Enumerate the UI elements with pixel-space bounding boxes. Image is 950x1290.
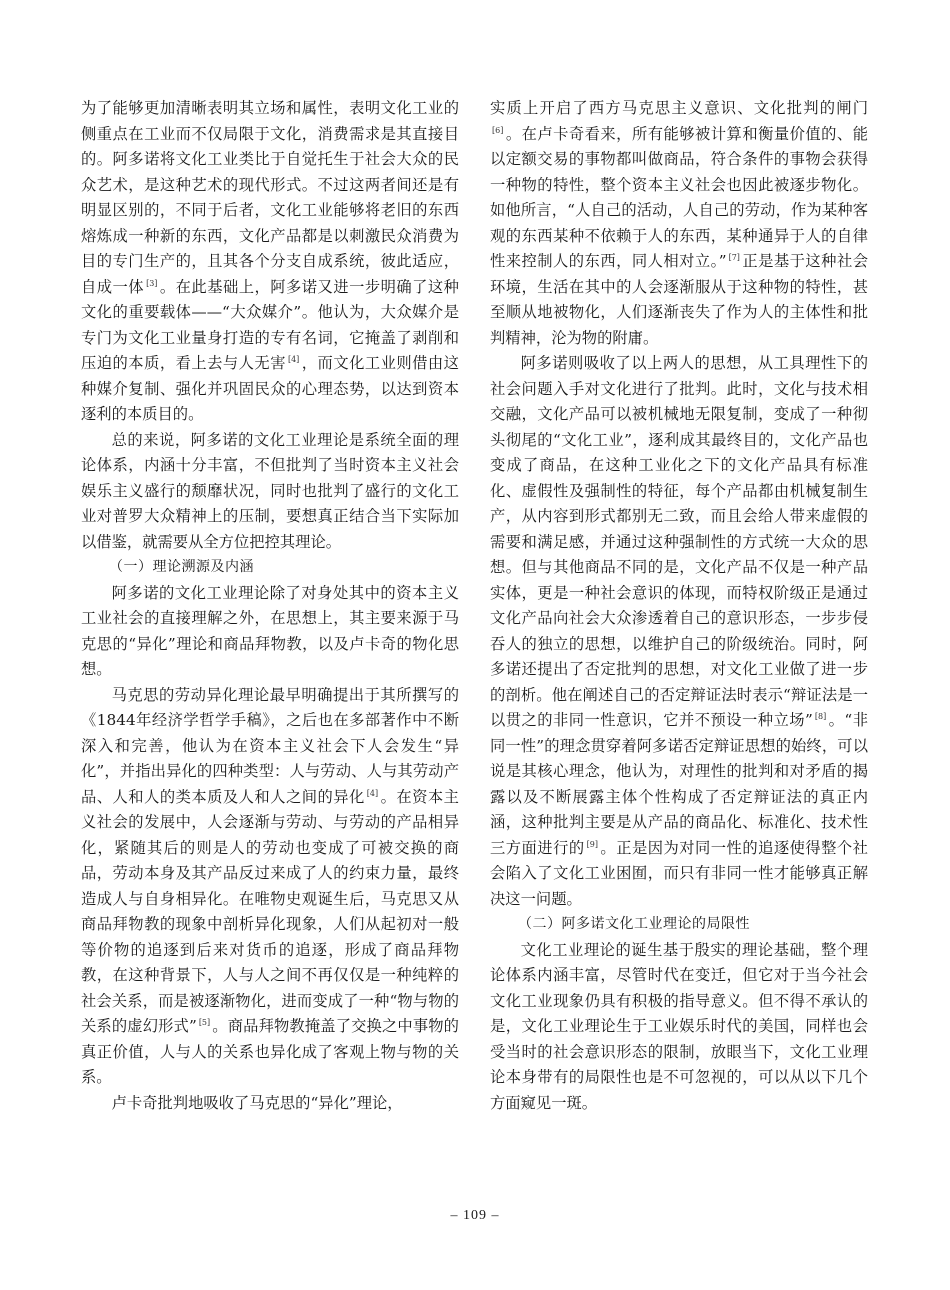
section-heading: （一）理论溯源及内涵 <box>109 559 254 575</box>
citation: [3] <box>146 278 158 288</box>
left-column <box>81 96 459 1116</box>
paragraph: 实质上开启了西方马克思主义意识、文化批判的闸门[6] 。在卢卡奇看来，所有能够被计算和衡量价值的、能以定额交易的事物都叫做商品，符合条件的事物会获得一种物的特性，整个资本主义社会也因此被逐步物化。如他所言，“人自己的活动，人自己的劳动，作为某种客观的东西某种不依赖于人的东西，某种通异于人的自律性来控制人的东西，同人相对立。” [7] 正是基于这种社会环境，生活在其中的人会逐渐服从于这种物的特性，甚至顺从地被物化，人们逐渐丧失了作为人的主体性和批判精神，沦为物的附庸。 <box>490 99 868 347</box>
citation: [7] <box>728 253 740 262</box>
citation: [6] <box>492 125 504 135</box>
paragraph: 阿多诺则吸收了以上两人的思想，从工具理性下的社会问题入手对文化进行了批判。此时，文化与技术相交融，文化产品可以被机械地无限复制，变成了一种彻头彻尾的“文化工业”，逐利成其最终目的，文化产品也变成了商品，在这种工业化之下的文化产品具有标准化、虚假性及强制性的特征，每个产品都由机械复制生产，从内容到形式都别无二致，而且会给人带来虚假的需要和满足感，并通过这种强制性的方式统一大众的思想。但与其他商品不同的是，文化产品不仅是一种产品实体，更是一种社会意识的体现，而特权阶级正是通过文化产品向社会大众渗透着自己的意识形态，一步步侵吞人的独立的思想，以维护自己的阶级统治。同时，阿多诺还提出了否定批判的思想，对文化工业做了进一步的剖析。他在阐述自己的否定辩证法时表示“辩证法是一以贯之的非同一性意识，它并不预设一种立场” [8] 。“非同一性”的理念贯穿着阿多诺否定辩证思想的始终，可以说是其核心理念，他认为，对理性的批判和对矛盾的揭露以及不断展露主体个性构成了否定辩证法的真正内涵，这种批判主要是从产品的商品化、标准化、技术性三方面进行的 [9] 。正是因为对同一性的追逐使得整个社会陷入了文化工业困囿，而只有非同一性才能够真正解决这一问题。 <box>490 354 868 908</box>
citation: [8] <box>814 712 827 721</box>
paragraph: 为了能够更加清晰表明其立场和属性，表明文化工业的侧重点在工业而不仅局限于文化，消费需求是其直接目的。阿多诺将文化工业类比于自觉托生于社会大众的民众艺术，是这种艺术的现代形式。不过这两者间还是有明显区别的，不同于后者，文化工业能够将老旧的东西熔炼成一种新的东西，文化产品都是以刺激民众消费为目的专门生产的，且其各个分支自成系统，彼此适应，自成一体 [3] 。在此基础上，阿多诺又进一步明确了这种文化的重要载体——“大众媒介”。他认为，大众媒介是专门为文化工业量身打造的专有名词，它掩盖了剥削和压迫的本质，看上去与人无害 [4] ，而文化工业则借由这种媒介复制、强化并巩固民众的心理态势，以达到资本逐利的本质目的。 <box>81 99 459 423</box>
page-number: – 109 – <box>450 1208 500 1223</box>
paragraph: 文化工业理论的诞生基于殷实的理论基础，整个理论体系内涵丰富，尽管时代在变迁，但它对于当今社会文化工业现象仍具有积极的指导意义。但不得不承认的是，文化工业理论生于工业娱乐时代的美国，同样也会受当时的社会意识形态的限制，放眼当下，文化工业理论本身带有的局限性也是不可忽视的，可以从以下几个方面窥见一斑。 <box>490 940 868 1112</box>
paragraph: 马克思的劳动异化理论最早明确提出于其所撰写的《1844年经济学哲学手稿》，之后也在多部著作中不断深入和完善，他认为在资本主义社会下人会发生“异化”，并指出异化的四种类型：人与劳动、人与其劳动产品、人和人的类本质及人和人之间的异化 [4] 。在资本主义社会的发展中，人会逐渐与劳动、与劳动的产品相异化，紧随其后的则是人的劳动也变成了可被交换的商品，劳动本身及其产品反过来成了人的约束力量，最终造成人与自身相异化。在唯物史观诞生后，马克思又从商品拜物教的现象中剖析异化现象，人们从起初对一般等价物的追逐到后来对货币的追逐，形成了商品拜物教，在这种背景下，人与人之间不再仅仅是一种纯粹的社会关系，而是被逐渐物化，进而变成了一种“物与物的关系的虚幻形式” [5] 。商品拜物教掩盖了交换之中事物的真正价值，人与人的关系也异化成了客观上物与物的关系。 <box>81 685 459 1086</box>
citation: [4] <box>366 788 379 798</box>
right-column <box>490 96 868 1116</box>
paragraph: 阿多诺的文化工业理论除了对身处其中的资本主义工业社会的直接理解之外，在思想上，其主要来源于马克思的“异化”理论和商品拜物教，以及卢卡奇的物化思想。 <box>81 583 459 678</box>
citation: [4] <box>287 355 300 364</box>
paragraph: 总的来说，阿多诺的文化工业理论是系统全面的理论体系，内涵十分丰富，不但批判了当时资本主义社会娱乐主义盛行的颓靡状况，同时也批判了盛行的文化工业对普罗大众精神上的压制，要想真正结合当下实际加以借鉴，就需要从全方位把控其理论。 <box>81 430 459 551</box>
section-heading: （二）阿多诺文化工业理论的局限性 <box>518 916 750 932</box>
citation: [9] <box>586 839 598 849</box>
citation: [5] <box>198 1018 211 1027</box>
paragraph: 卢卡奇批判地吸收了马克思的“异化”理论， <box>111 1093 403 1112</box>
